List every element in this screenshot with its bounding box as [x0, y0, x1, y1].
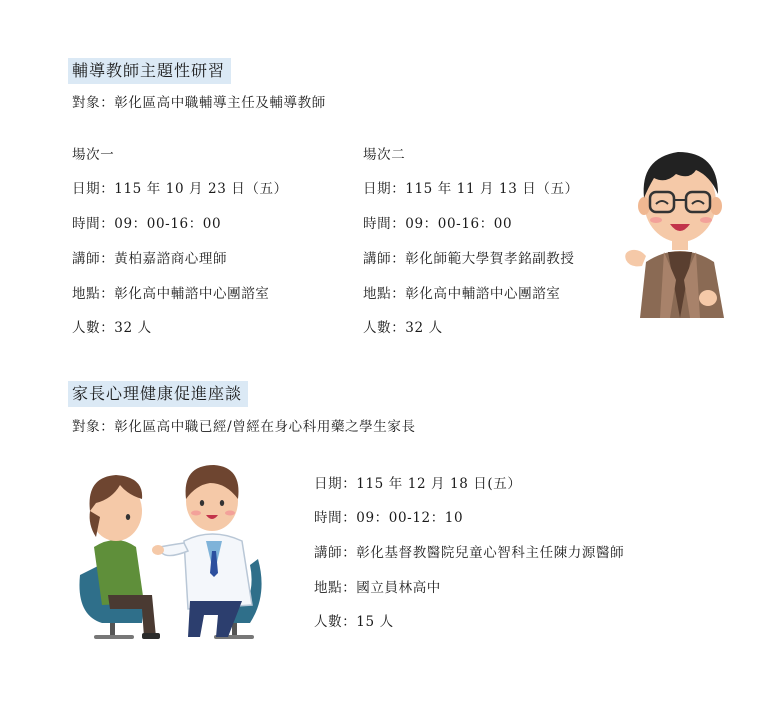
session2-location: 地點：彰化高中輔諮中心團諮室 — [363, 286, 561, 302]
session2-lecturer: 講師：彰化師範大學賀孝銘副教授 — [363, 251, 575, 267]
section1-title: 輔導教師主題性研習 — [68, 58, 231, 84]
section2-date: 日期：115 年 12 月 18 日(五） — [314, 476, 522, 492]
session2-date: 日期：115 年 11 月 13 日（五） — [363, 181, 579, 197]
session1-date: 日期：115 年 10 月 23 日（五） — [72, 181, 288, 197]
session2-count: 人數：32 人 — [363, 320, 443, 336]
session1-location: 地點：彰化高中輔諮中心團諮室 — [72, 286, 270, 302]
session2-time: 時間：09：00-16：00 — [363, 216, 513, 232]
section2-count: 人數：15 人 — [314, 614, 394, 630]
section2-location: 地點：國立員林高中 — [314, 580, 441, 596]
session1-name: 場次一 — [72, 147, 115, 163]
consultation-illustration — [72, 455, 272, 645]
session1-count: 人數：32 人 — [72, 320, 152, 336]
session1-lecturer: 講師：黃柏嘉諮商心理師 — [72, 251, 228, 267]
section2-time: 時間：09：00-12：10 — [314, 510, 464, 526]
teacher-illustration — [620, 140, 740, 320]
session1-time: 時間：09：00-16：00 — [72, 216, 222, 232]
session2-name: 場次二 — [363, 147, 406, 163]
section2-audience: 對象：彰化區高中職已經/曾經在身心科用藥之學生家長 — [72, 419, 416, 435]
section2-title: 家長心理健康促進座談 — [68, 381, 248, 407]
section1-audience: 對象：彰化區高中職輔導主任及輔導教師 — [72, 95, 326, 111]
section2-lecturer: 講師：彰化基督教醫院兒童心智科主任陳力源醫師 — [314, 545, 625, 561]
